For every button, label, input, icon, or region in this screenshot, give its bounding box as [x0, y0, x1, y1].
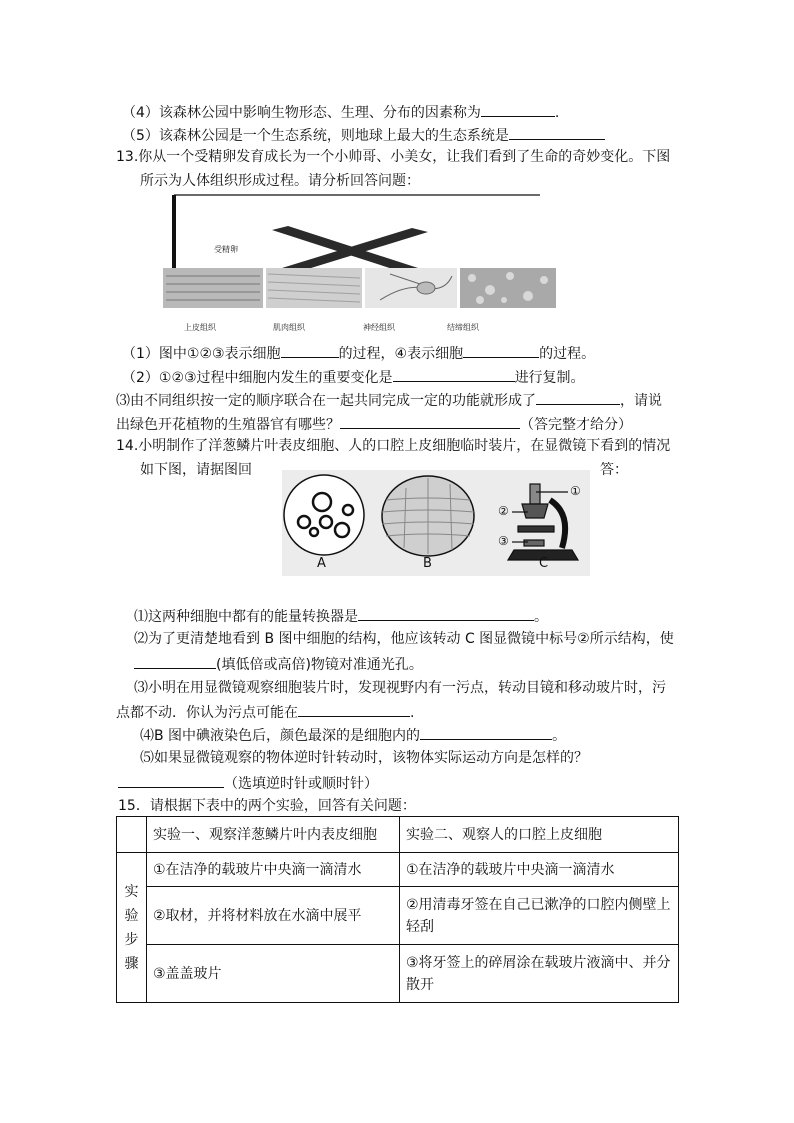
q14-1-line: [134, 605, 548, 627]
zygote-label: 受精卵: [214, 245, 238, 254]
q14-3-line-2: [116, 701, 414, 723]
answer-blank[interactable]: [393, 366, 515, 382]
side-label-steps: [117, 853, 147, 1003]
q13-3-text-2: ，请说: [620, 393, 662, 409]
answer-blank[interactable]: [509, 124, 605, 140]
q13-3-text: ⑶由不同组织按一定的顺序联合在一起共同完成一定的功能就形成了: [116, 393, 536, 409]
header-experiment-2: 实验二、观察人的口腔上皮细胞: [400, 817, 679, 853]
tissue-diagram-svg: [160, 192, 560, 332]
table-cell: ②取材，并将材料放在水滴中展平: [147, 887, 400, 945]
q13-3-line-2: [116, 413, 632, 435]
experiment-table: [116, 816, 679, 1003]
answer-blank[interactable]: [420, 724, 552, 740]
table-row: [117, 853, 679, 887]
header-experiment-1: 实验一、观察洋葱鳞片叶内表皮细胞: [147, 817, 400, 853]
answer-blank[interactable]: [298, 701, 410, 717]
table-cell: [400, 945, 679, 1003]
q14-5-line: ⑸如果显微镜观察的物体逆时针转动时，该物体实际运动方向是怎样的？: [140, 750, 588, 766]
q15-stem: 15．请根据下表中的两个实验，回答有关问题：: [118, 798, 416, 814]
answer-blank[interactable]: [281, 342, 339, 358]
table-corner-cell: [117, 817, 147, 853]
table-header-row: [117, 817, 679, 853]
table-cell: ③盖盖玻片: [147, 945, 400, 1003]
side-char: 骤: [124, 955, 139, 972]
mark-3: ③: [498, 534, 509, 548]
label-c: C: [539, 556, 549, 571]
muscle-tissue-caption: 肌肉组织: [273, 323, 305, 332]
mark-2: ②: [498, 504, 509, 518]
q13-2-text-2: 进行复制。: [514, 370, 585, 386]
q13-1-text-3: 的过程。: [539, 346, 596, 362]
q13-2-text: （2）①②③过程中细胞内发生的重要变化是: [122, 370, 393, 386]
q13-stem-1: 13.你从一个受精卵发育成长为一个小帅哥、小美女，让我们看到了生命的奇妙变化。下图: [116, 149, 671, 165]
answer-blank[interactable]: [536, 389, 620, 405]
answer-blank[interactable]: [134, 653, 216, 669]
table-row: [117, 945, 679, 1003]
q13-3-text-4: （答完整才给分）: [520, 417, 632, 433]
side-char: 实: [124, 883, 139, 900]
q13-3-line: [116, 389, 662, 411]
cell-line: ③将牙签上的碎屑涂在载玻片液滴中、并分: [406, 954, 671, 971]
tissue-formation-figure: [160, 192, 560, 332]
epithelial-tissue-caption: 上皮组织: [184, 323, 216, 332]
connective-tissue-caption: 结缔组织: [447, 323, 479, 332]
q14-5-line-2: [118, 772, 378, 794]
answer-blank[interactable]: [340, 413, 520, 429]
question-4-line: [122, 101, 559, 123]
q14-3-line: ⑶小明在用显微镜观察细胞装片时，发现视野内有一污点，转动目镜和移动玻片时，污: [134, 680, 666, 696]
microscope-figure: [282, 470, 590, 576]
mark-1: ①: [570, 484, 581, 498]
q14-2-line-2: [134, 653, 423, 675]
label-a: A: [317, 556, 326, 571]
answer-blank[interactable]: [463, 342, 539, 358]
table-cell: ①在洁净的载玻片中央滴一滴清水: [400, 853, 679, 887]
q13-3-text-3: 出绿色开花植物的生殖器官有哪些？: [116, 417, 340, 433]
question-5-line: [122, 124, 605, 146]
q4-text: （4）该森林公园中影响生物形态、生理、分布的因素称为: [122, 105, 481, 121]
side-char: 步: [124, 931, 139, 948]
q13-2-line: [122, 366, 585, 388]
q13-1-text: （1）图中①②③表示细胞: [122, 346, 281, 362]
q14-stem-1: 14.小明制作了洋葱鳞片叶表皮细胞、人的口腔上皮细胞临时装片，在显微镜下看到的情况: [116, 438, 671, 454]
q14-2-text: (填低倍或高倍)物镜对准通光孔。: [216, 657, 423, 673]
side-char: 验: [124, 907, 139, 924]
table-row: [117, 887, 679, 945]
nerve-tissue-caption: 神经组织: [363, 323, 395, 332]
q14-4-end: 。: [552, 728, 567, 744]
q14-3-text: 点都不动．你认为污点可能在: [116, 705, 298, 721]
answer-blank[interactable]: [481, 101, 555, 117]
q14-stem-2: 如下图，请据图回: [140, 462, 252, 478]
q14-1-text: ⑴这两种细胞中都有的能量转换器是: [134, 609, 358, 625]
answer-blank[interactable]: [358, 605, 534, 621]
table-cell: ①在洁净的载玻片中央滴一滴清水: [147, 853, 400, 887]
q14-stem-3: 答：: [600, 462, 628, 478]
table-cell: [400, 887, 679, 945]
q14-2-line: ⑵为了更清楚地看到 B 图中细胞的结构，他应该转动 C 图显微镜中标号②所示结构，使: [134, 631, 674, 647]
q13-stem-2: 所示为人体组织形成过程。请分析回答问题：: [140, 173, 420, 189]
q14-3-end: .: [410, 705, 415, 721]
q14-1-end: 。: [534, 609, 548, 625]
q4-end: .: [554, 105, 560, 121]
answer-blank[interactable]: [118, 772, 224, 788]
cell-line: ②用清毒牙签在自己已漱净的口腔内侧壁上: [406, 896, 671, 913]
q13-1-line: [122, 342, 595, 364]
q14-4-text: ⑷B 图中碘液染色后，颜色最深的是细胞内的: [140, 728, 421, 744]
q13-1-text-2: 的过程，④表示细胞: [338, 346, 464, 362]
label-b: B: [423, 556, 432, 571]
q5-text: （5）该森林公园是一个生态系统，则地球上最大的生态系统是: [122, 128, 509, 144]
q14-4-line: [140, 724, 566, 746]
cell-line: 轻刮: [406, 918, 434, 935]
cell-line: 散开: [406, 976, 434, 993]
q14-5-text: （选填逆时针或顺时针）: [224, 776, 378, 792]
